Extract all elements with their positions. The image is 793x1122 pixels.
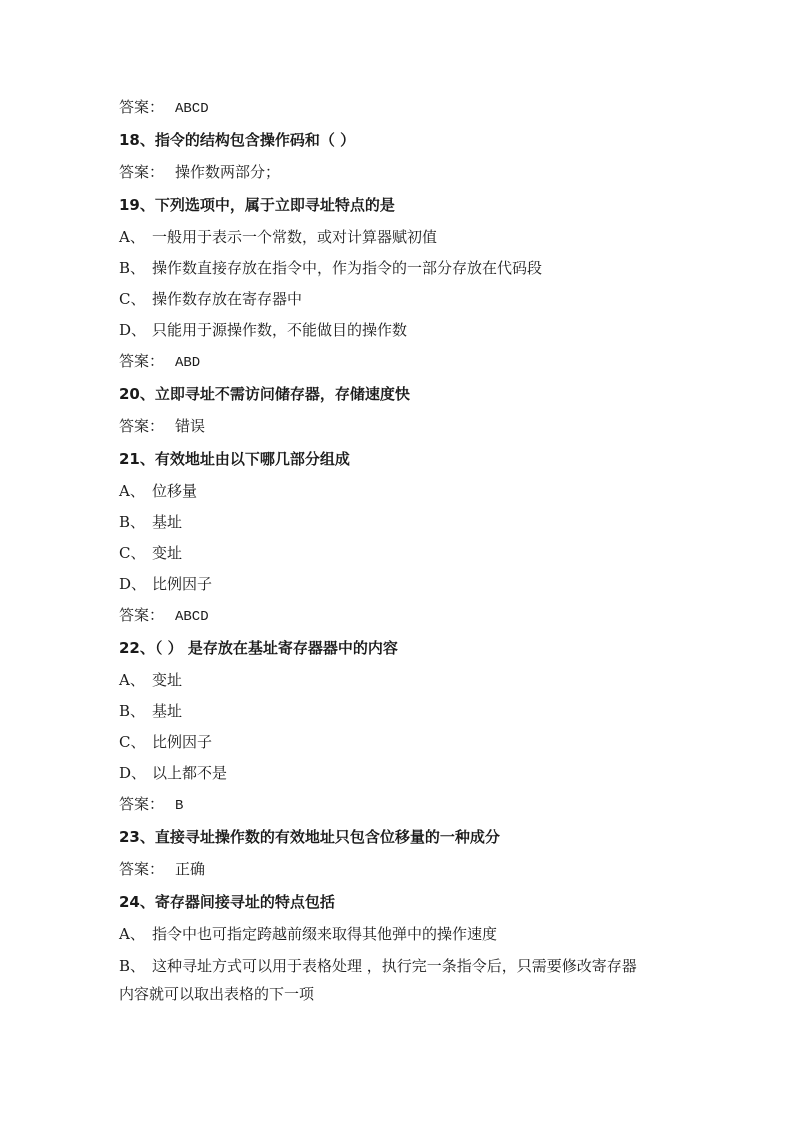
- option-text: 以上都不是: [152, 764, 228, 782]
- question-title: 18、指令的结构包含操作码和（ ）: [119, 131, 356, 149]
- option-letter: B、: [119, 957, 146, 975]
- answer-line: [119, 157, 679, 188]
- answer-label: 答案：: [119, 417, 165, 435]
- option-letter: B、: [119, 702, 146, 720]
- option-line: [119, 222, 679, 253]
- option-line: [119, 950, 679, 1008]
- option-line: [119, 315, 679, 346]
- answer-value: B: [175, 798, 184, 814]
- option-line: [119, 284, 679, 315]
- option-line: [119, 253, 679, 284]
- option-text: 比例因子: [152, 733, 213, 751]
- option-letter: D、: [119, 321, 147, 339]
- option-letter: D、: [119, 575, 147, 593]
- answer-line: [119, 789, 679, 820]
- option-text: 基址: [152, 513, 183, 531]
- option-letter: C、: [119, 733, 146, 751]
- answer-label: 答案：: [119, 795, 165, 813]
- option-text-continued: 内容就可以取出表格的下一项: [119, 985, 315, 1003]
- answer-value: 操作数两部分；: [175, 163, 281, 181]
- answer-line: [119, 854, 679, 885]
- answer-line: [119, 411, 679, 442]
- option-line: [119, 569, 679, 600]
- question-list: [119, 92, 679, 1008]
- option-line: [119, 696, 679, 727]
- answer-value: ABCD: [175, 609, 209, 625]
- answer-line: [119, 92, 679, 123]
- option-text: 操作数直接存放在指令中，作为指令的一部分存放在代码段: [152, 259, 543, 277]
- option-text: 这种寻址方式可以用于表格处理 ，执行完一条指令后，只需要修改寄存器: [152, 957, 637, 975]
- answer-line: [119, 600, 679, 631]
- option-letter: A、: [119, 925, 145, 943]
- answer-label: 答案：: [119, 163, 165, 181]
- answer-value: 错误: [175, 417, 206, 435]
- option-text: 变址: [152, 544, 183, 562]
- question-title: 24、寄存器间接寻址的特点包括: [119, 893, 335, 911]
- option-text: 比例因子: [152, 575, 213, 593]
- answer-label: 答案：: [119, 860, 165, 878]
- option-letter: B、: [119, 259, 146, 277]
- option-text: 变址: [152, 671, 183, 689]
- option-line: [119, 727, 679, 758]
- answer-value: 正确: [175, 860, 206, 878]
- option-line: [119, 758, 679, 789]
- option-text: 指令中也可指定跨越前缀来取得其他弹中的操作速度: [152, 925, 498, 943]
- option-letter: B、: [119, 513, 146, 531]
- answer-label: 答案：: [119, 606, 165, 624]
- option-line: [119, 538, 679, 569]
- option-line: [119, 665, 679, 696]
- answer-value: ABCD: [175, 101, 209, 117]
- option-line: [119, 507, 679, 538]
- option-line: [119, 919, 679, 950]
- option-letter: A、: [119, 228, 145, 246]
- option-text: 位移量: [152, 482, 198, 500]
- answer-line: [119, 346, 679, 377]
- question-title: 23、直接寻址操作数的有效地址只包含位移量的一种成分: [119, 828, 500, 846]
- answer-label: 答案：: [119, 98, 165, 116]
- question-title: 22、（ ） 是存放在基址寄存器器中的内容: [119, 639, 398, 657]
- option-letter: A、: [119, 671, 145, 689]
- option-text: 一般用于表示一个常数，或对计算器赋初值: [152, 228, 438, 246]
- option-text: 操作数存放在寄存器中: [152, 290, 303, 308]
- option-text: 只能用于源操作数，不能做目的操作数: [152, 321, 408, 339]
- question-title: 20、立即寻址不需访问储存器，存储速度快: [119, 385, 410, 403]
- question-title: 19、下列选项中，属于立即寻址特点的是: [119, 196, 395, 214]
- option-letter: C、: [119, 544, 146, 562]
- option-letter: D、: [119, 764, 147, 782]
- option-letter: A、: [119, 482, 145, 500]
- option-line: [119, 476, 679, 507]
- option-text: 基址: [152, 702, 183, 720]
- option-letter: C、: [119, 290, 146, 308]
- answer-label: 答案：: [119, 352, 165, 370]
- question-title: 21、有效地址由以下哪几部分组成: [119, 450, 350, 468]
- answer-value: ABD: [175, 355, 201, 371]
